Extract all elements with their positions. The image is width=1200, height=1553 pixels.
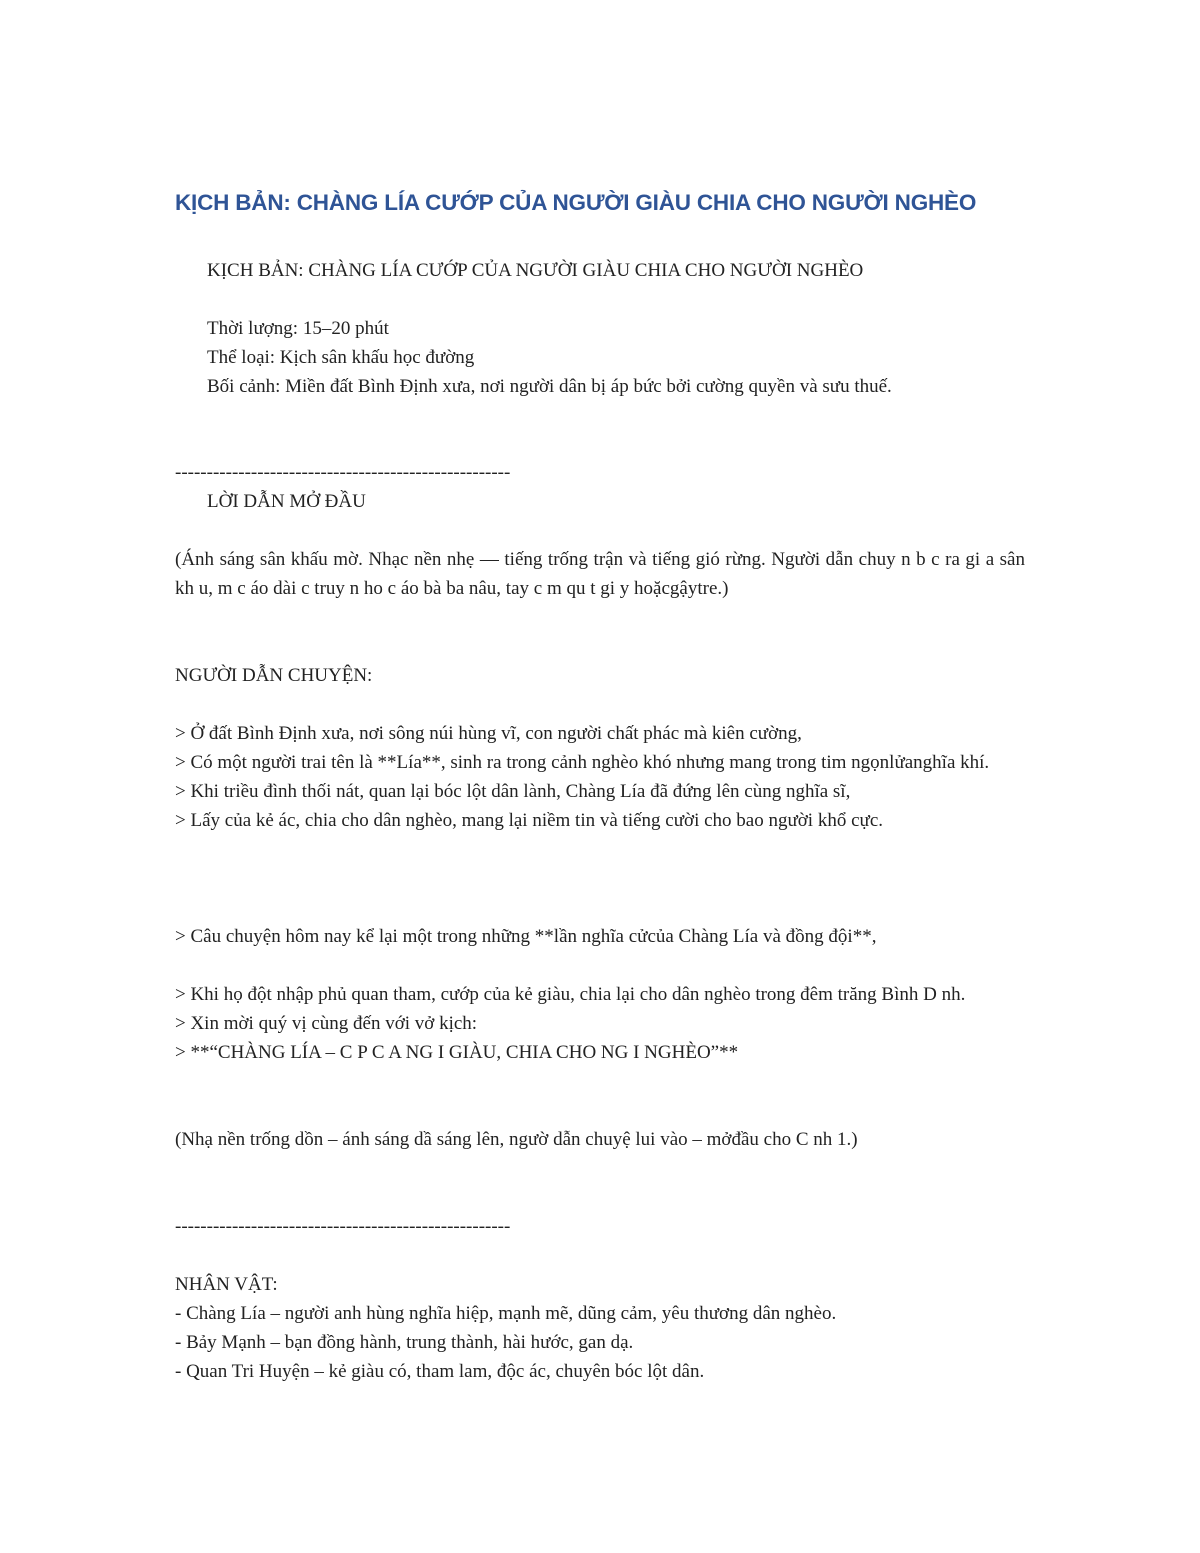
narration-line: > Lấy của kẻ ác, chia cho dân nghèo, mang lại niềm tin và tiếng cười cho bao người khổ cực. — [175, 810, 884, 831]
narration-block — [175, 719, 1025, 835]
narration-line: > Có một người trai tên là **Lía**, sinh ra trong cảnh nghèo khó nhưng mang trong tim ngọnlửanghĩa khí. — [175, 752, 990, 773]
character-item: - Chàng Lía – người anh hùng nghĩa hiệp, mạnh mẽ, dũng cảm, yêu thương dân nghèo. — [175, 1303, 837, 1324]
character-item: - Quan Tri Huyện – kẻ giàu có, tham lam, độc ác, chuyên bóc lột dân. — [175, 1361, 705, 1382]
stage-direction-text: (Ánh sáng sân khấu mờ. Nhạc nền nhẹ — tiếng trống trận và tiếng gió rừng. Người dẫn chuy n b c ra gi a sân kh u, m c áo dài c truy n ho c áo bà ba nâu, tay c m qu t gi y hoặcgậytre.) — [175, 549, 1025, 599]
document-heading: KỊCH BẢN: CHÀNG LÍA CƯỚP CỦA NGƯỜI GIÀU CHIA CHO NGƯỜI NGHÈO — [175, 190, 977, 215]
narrator-label-text: NGƯỜI DẪN CHUYỆN: — [175, 665, 373, 686]
divider — [175, 1212, 1025, 1241]
script-subtitle — [175, 256, 1025, 285]
character-item: - Bảy Mạnh – bạn đồng hành, trung thành, hài hước, gan dạ. — [175, 1332, 634, 1353]
narration-block-2 — [175, 922, 1025, 951]
narration-line: > **“CHÀNG LÍA – C P C A NG I GIÀU, CHIA CHO NG I NGHÈO”** — [175, 1042, 739, 1063]
narration-block-3 — [175, 980, 1025, 1067]
narrator-label — [175, 661, 1025, 690]
narration-line: > Khi triều đình thối nát, quan lại bóc lột dân lành, Chàng Lía đã đứng lên cùng nghĩa sĩ, — [175, 781, 851, 802]
narration-line: > Khi họ đột nhập phủ quan tham, cướp của kẻ giàu, chia lại cho dân nghèo trong đêm trăng Bình D nh. — [175, 984, 966, 1005]
divider-line: ----------------------------------------------------- — [175, 462, 511, 483]
characters-section — [175, 1270, 1025, 1386]
stage-direction-text: (Nhạ nền trống dồn – ánh sáng dầ sáng lên, ngườ dẫn chuyệ lui vào – mởđầu cho C nh 1.) — [175, 1129, 858, 1150]
stage-direction — [175, 545, 1025, 603]
narration-line: > Ở đất Bình Định xưa, nơi sông núi hùng vĩ, con người chất phác mà kiên cường, — [175, 723, 802, 744]
narration-line: > Xin mời quý vị cùng đến với vở kịch: — [175, 1013, 478, 1034]
intro-heading: LỜI DẪN MỞ ĐẦU — [207, 491, 366, 512]
duration-text: Thời lượng: 15–20 phút — [207, 318, 389, 339]
script-info — [175, 314, 1025, 401]
genre-text: Thể loại: Kịch sân khấu học đường — [207, 347, 475, 368]
stage-direction — [175, 1125, 1025, 1154]
setting-text: Bối cảnh: Miền đất Bình Định xưa, nơi người dân bị áp bức bởi cường quyền và sưu thuế. — [207, 376, 892, 397]
divider — [175, 458, 1025, 516]
subtitle-text: KỊCH BẢN: CHÀNG LÍA CƯỚP CỦA NGƯỜI GIÀU CHIA CHO NGƯỜI NGHÈO — [207, 260, 864, 281]
divider-line: ----------------------------------------------------- — [175, 1216, 511, 1237]
narration-line: > Câu chuyện hôm nay kể lại một trong những **lần nghĩa cửcủa Chàng Lía và đồng đội**, — [175, 926, 877, 947]
characters-label: NHÂN VẬT: — [175, 1274, 278, 1295]
